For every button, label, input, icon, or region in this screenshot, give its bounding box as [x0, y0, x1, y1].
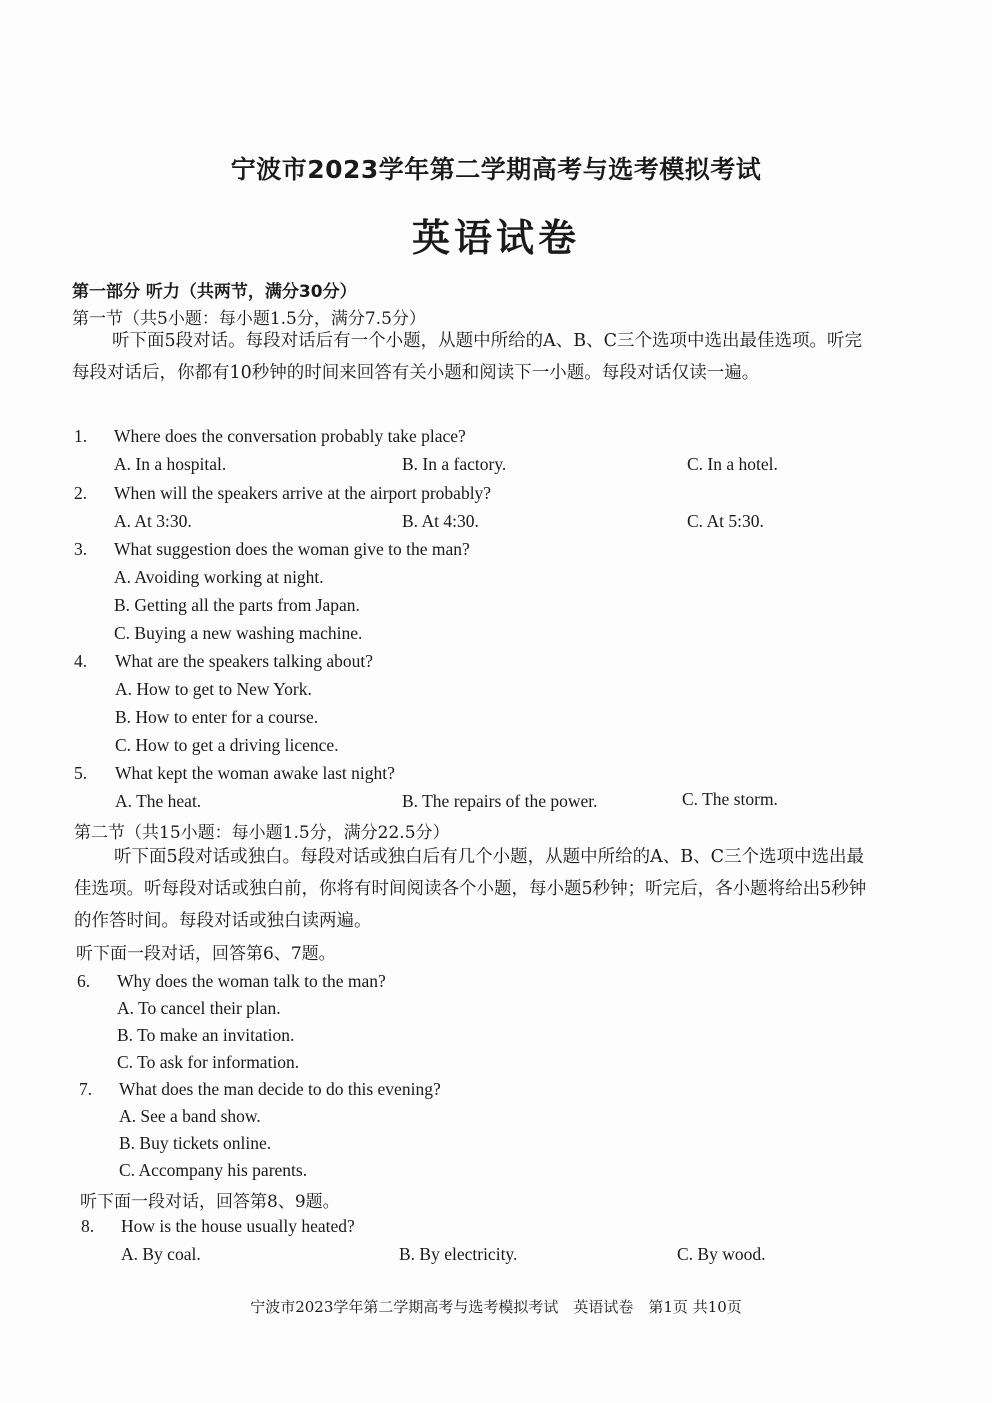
question-number: 3. [74, 539, 88, 559]
option-c: C. Buying a new washing machine. [114, 623, 363, 643]
option-c: C. In a hotel. [687, 454, 778, 474]
option-b: B. At 4:30. [402, 511, 479, 531]
page-footer: 宁波市2023学年第二学期高考与选考模拟考试 英语试卷 第1页 共10页 [250, 1298, 742, 1316]
section1-instructions: 听下面5段对话。每段对话后有一个小题，从题中所给的A、B、C三个选项中选出最佳选项。听完每段对话后，你都有10秒钟的时间来回答有关小题和阅读下一小题。每段对话仅读一遍。 [72, 331, 863, 383]
option-b: B. By electricity. [399, 1244, 518, 1264]
option-a: A. See a band show. [119, 1106, 261, 1126]
option-a: A. In a hospital. [114, 454, 227, 474]
question-text: What are the speakers talking about? [115, 651, 374, 671]
option-c: C. By wood. [677, 1244, 766, 1264]
option-b: B. The repairs of the power. [402, 791, 598, 811]
question-text: Why does the woman talk to the man? [117, 971, 386, 991]
option-c: C. To ask for information. [117, 1052, 300, 1072]
option-c: C. The storm. [682, 789, 778, 809]
question-text: What does the man decide to do this evening? [119, 1079, 441, 1099]
question-number: 5. [74, 763, 88, 783]
question-text: When will the speakers arrive at the airport probably? [114, 483, 492, 503]
option-c: C. Accompany his parents. [119, 1160, 308, 1180]
dialogue-intro: 听下面一段对话，回答第8、9题。 [80, 1192, 340, 1212]
section2-instructions: 听下面5段对话或独白。每段对话或独白后有几个小题，从题中所给的A、B、C三个选项中选出最佳选项。听每段对话或独白前，你将有时间阅读各个小题，每小题5秒钟；听完后，各小题将给出5秒钟的作答时间。每段对话或独白读两遍。 [74, 847, 867, 931]
question-text: Where does the conversation probably take place? [114, 426, 466, 446]
option-a: A. To cancel their plan. [117, 998, 281, 1018]
question-number: 2. [74, 483, 88, 503]
option-b: B. Buy tickets online. [119, 1133, 272, 1153]
question-text: What suggestion does the woman give to the man? [114, 539, 470, 559]
option-c: C. At 5:30. [687, 511, 764, 531]
question-text: How is the house usually heated? [121, 1216, 355, 1236]
paper-title: 英语试卷 [411, 216, 580, 260]
option-a: A. How to get to New York. [115, 679, 312, 699]
option-b: B. In a factory. [402, 454, 507, 474]
option-a: A. The heat. [115, 791, 202, 811]
section1-heading: 第一节（共5小题：每小题1.5分，满分7.5分） [72, 309, 426, 329]
question-text: What kept the woman awake last night? [115, 763, 395, 783]
option-b: B. How to enter for a course. [115, 707, 319, 727]
question-number: 8. [81, 1216, 95, 1236]
option-b: B. Getting all the parts from Japan. [114, 595, 360, 615]
option-a: A. Avoiding working at night. [114, 567, 324, 587]
option-a: A. By coal. [121, 1244, 201, 1264]
option-a: A. At 3:30. [114, 511, 192, 531]
section2-heading: 第二节（共15小题：每小题1.5分，满分22.5分） [74, 823, 450, 843]
question-number: 6. [77, 971, 91, 991]
exam-title: 宁波市2023学年第二学期高考与选考模拟考试 [230, 155, 762, 184]
question-number: 7. [79, 1079, 93, 1099]
option-b: B. To make an invitation. [117, 1025, 295, 1045]
part1-heading: 第一部分 听力（共两节，满分30分） [72, 282, 357, 302]
question-number: 4. [74, 651, 88, 671]
option-c: C. How to get a driving licence. [115, 735, 339, 755]
dialogue-intro: 听下面一段对话，回答第6、7题。 [76, 944, 336, 964]
question-number: 1. [74, 426, 88, 446]
